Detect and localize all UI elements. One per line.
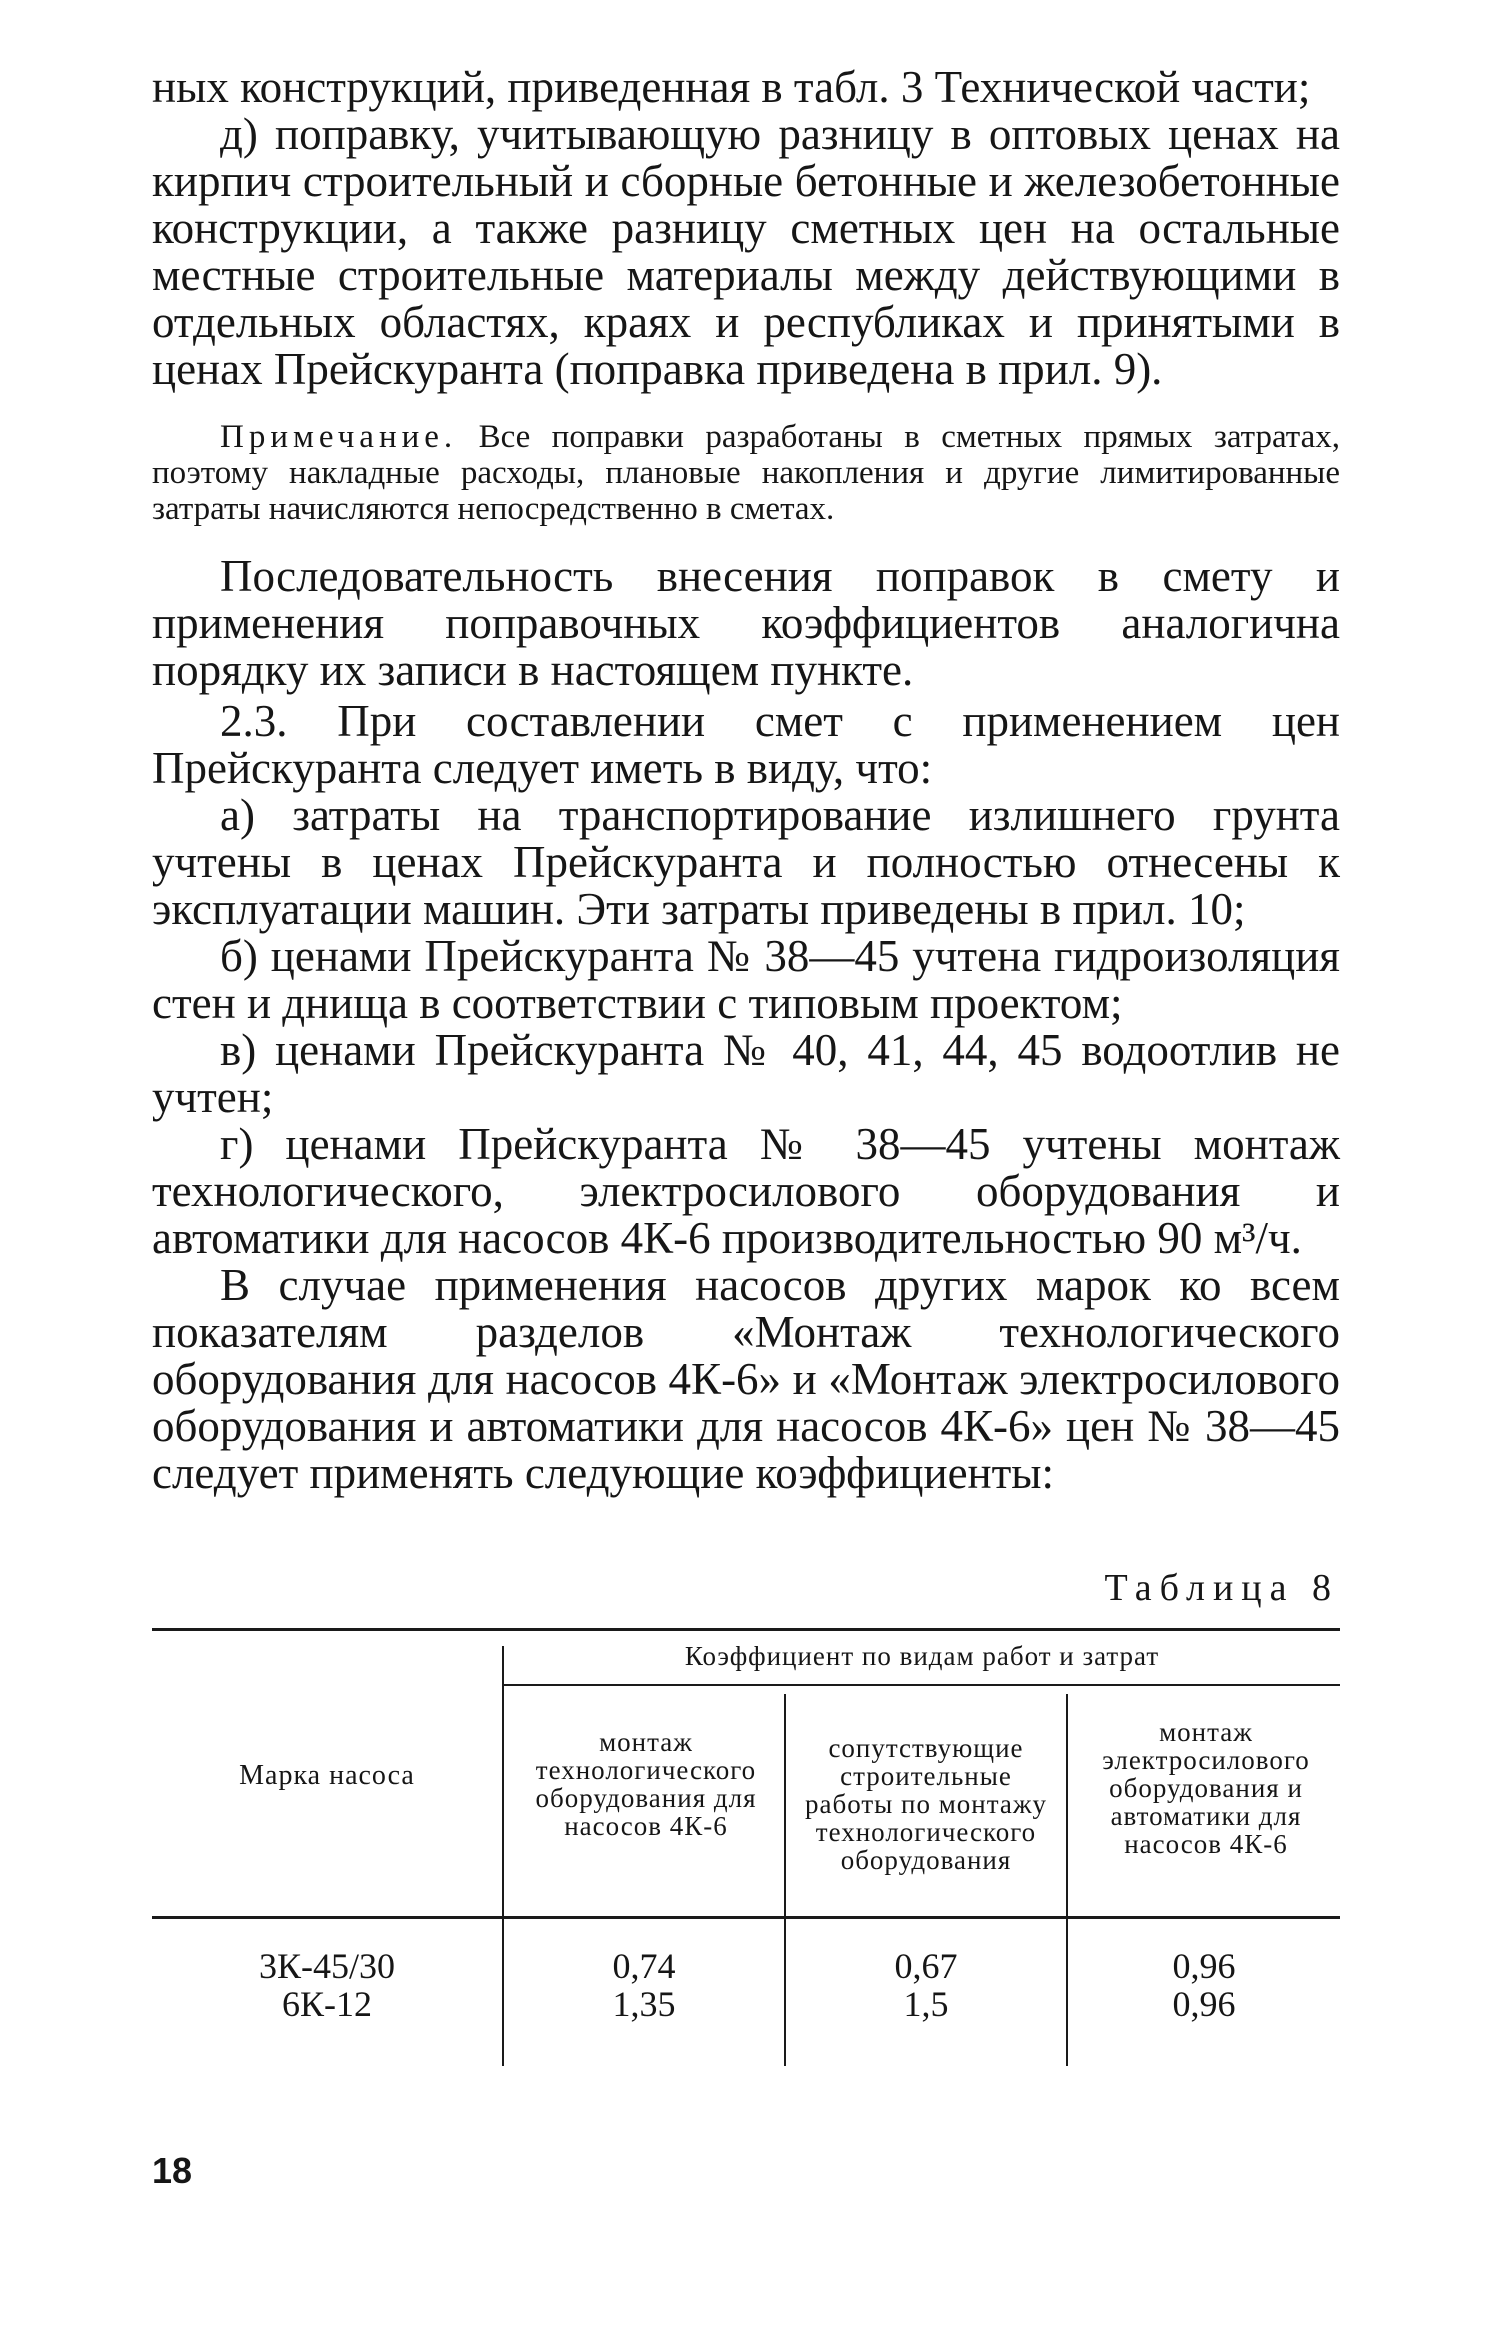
coefficient-table (152, 1628, 1340, 2068)
table-top-rule (152, 1628, 1340, 1631)
paragraph-sequence: Последовательность внесения поправок в смету и применения поправочных коэффициентов аналогична порядку их записи в настоящем пункте. (152, 551, 1340, 695)
cell-pump-row-2: 6К-12 (282, 1984, 372, 2024)
header-col-3: монтаж электросилового оборудования и автоматики для насосов 4К-6 (1102, 1717, 1310, 1859)
paragraph-item-a: а) затраты на транспортирование излишнего грунта учтены в ценах Прейскуранта и полностью отнесены к эксплуатации машин. Эти затраты приведены в прил. 10; (152, 790, 1340, 934)
paragraph-coefficients: В случае применения насосов других марок ко всем показателям разделов «Монтаж технологического оборудования для насосов 4К-6» и «Монтаж электросилового оборудования и автоматики для насосов 4К-6» цен № 38—45 следует применять следующие коэффициенты: (152, 1260, 1340, 1498)
paragraph-item-b: б) ценами Прейскуранта № 38—45 учтена гидроизоляция стен и днища в соответствии с типовым проектом; (152, 931, 1340, 1028)
header-group: Коэффициент по видам работ и затрат (684, 1641, 1160, 1671)
paragraph-2-3 (152, 698, 1340, 792)
cell-col1-row-1: 0,74 (612, 1946, 676, 1986)
cell-col1-row-2: 1,35 (612, 1984, 676, 2024)
note-label: Примечание. (220, 419, 458, 455)
section-text: При составлении смет с применением цен Прейскуранта следует иметь в виду, что: (152, 696, 1340, 793)
paragraph-item-g: г) ценами Прейскуранта № 38—45 учтены монтаж технологического, электросилового оборудования и автоматики для насосов 4К-6 производительностью 90 м³/ч. (152, 1119, 1340, 1263)
cell-pump-row-1: 3К-45/30 (258, 1946, 395, 1986)
table-caption: Таблица 8 (1104, 1567, 1339, 1609)
cell-col2-row-1: 0,67 (894, 1946, 958, 1986)
page-number: 18 (152, 2150, 193, 2191)
body-text (152, 64, 1340, 1497)
note-paragraph (152, 419, 1340, 527)
paragraph-item-v: в) ценами Прейскуранта № 40, 41, 44, 45 водоотлив не учтен; (152, 1025, 1340, 1122)
header-pump-brand: Марка насоса (239, 1760, 415, 1791)
header-col-1: монтаж технологического оборудования для насосов 4К-6 (535, 1727, 757, 1841)
note-text: Все поправки разработаны в сметных прямых затратах, поэтому накладные расходы, плановые накопления и другие лимитированные затраты начисляются непосредственно в сметах. (152, 419, 1340, 527)
paragraph-item-d: д) поправку, учитывающую разницу в оптовых ценах на кирпич строительный и сборные бетонные и железобетонные конструкции, а также разницу сметных цен на остальные местные строительные материалы между действующими в отдельных областях, краях и республиках и принятыми в ценах Прейскуранта (поправка приведена в прил. 9). (152, 109, 1340, 394)
cell-col3-row-2: 0,96 (1172, 1984, 1236, 2024)
cell-col3-row-1: 0,96 (1172, 1946, 1236, 1986)
table-group-rule (504, 1684, 1340, 1686)
cell-col2-row-2: 1,5 (903, 1984, 949, 2024)
header-col-2: сопутствующие строительные работы по монтажу технологического оборудования (804, 1733, 1048, 1875)
section-number: 2.3. (220, 696, 288, 746)
paragraph-continuation: ных конструкций, приведенная в табл. 3 Технической части; (152, 62, 1311, 112)
table-header-rule (152, 1916, 1340, 1919)
